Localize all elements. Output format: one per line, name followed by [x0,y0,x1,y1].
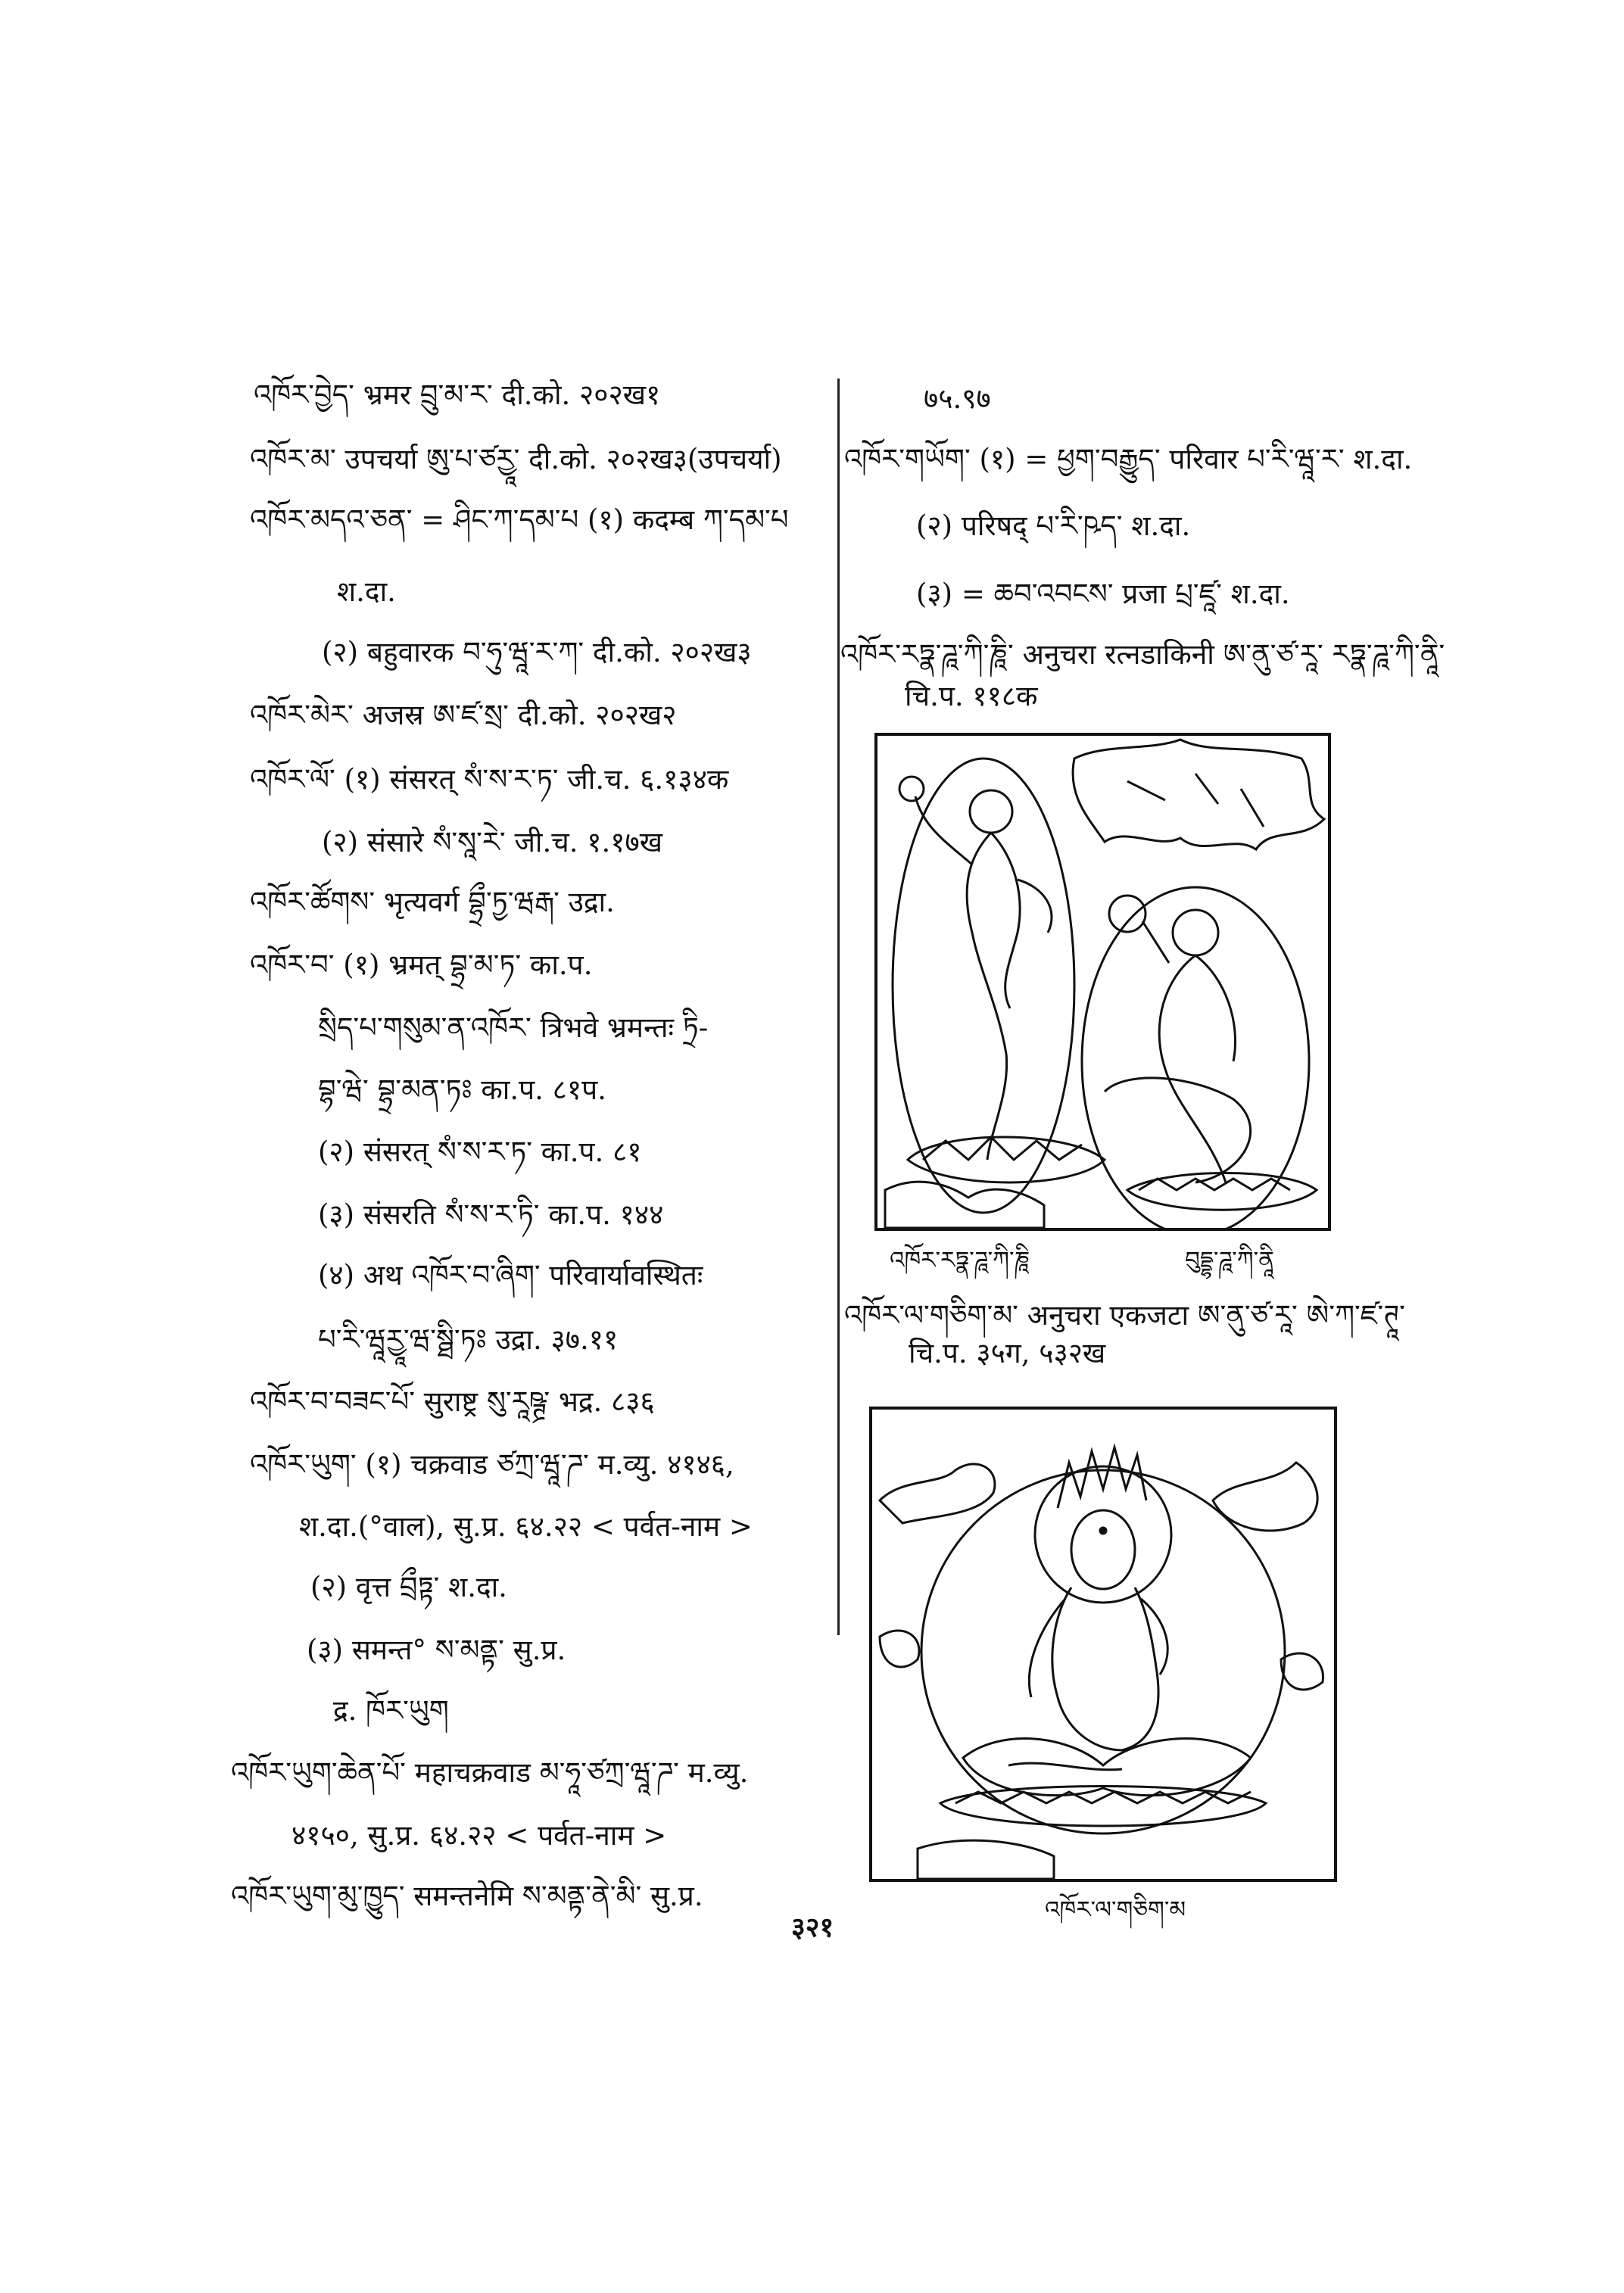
figure-caption: འཁོར་རཏྣ་ཌཱ་ཀི་ཎཱི [890,1247,1030,1274]
entry-line: (३) = ཆབ་འབངས་ प्रजा པྲ་ཛཱ་ श.दा. [916,578,1290,610]
entry-line: श.दा. [337,575,396,608]
entry-line: चि.प. ११८क [905,680,1038,712]
entry-line: པ་རི་ཝཱརྱཱ་ཝ་སྠི་ཏཿ उद्रा. ३७.११ [318,1323,619,1356]
entry-line: འཁོར་བྱེད་ भ्रमर བྲུ་མ་ར་ दी.को. २०२ख१ [254,379,661,411]
entry-line: འཁོར་ལོ་ (१) संसरत् སཾ་ས་ར་ཏ་ जी.च. ६.१३४क [250,763,729,796]
entry-line: འཁོར་ཡུག་ཆེན་པོ་ महाचक्रवाड མ་ཧཱ་ཙཀྲ་ཝཱ་ཌ་ म.व्यु. [231,1756,749,1789]
entry-line: འཁོར་ཡུག་ (१) चक्रवाड ཙཀྲ་ཝཱ་ཌ་ म.व्यु. ४१४६, [250,1448,734,1481]
entry-line: འཁོར་མ་ उपचर्या ཨུ་པ་ཙརྱཱ་ दी.को. २०२ख३(उपचर्या) [250,443,782,475]
entry-line: བྷ་ཝེ་ བྷྲ་མན་ཏཿ का.प. ८१प. [318,1073,606,1106]
entry-line: श.दा.(°वाल), सु.प्र. ६४.२२ < पर्वत-नाम > [299,1510,753,1543]
deity-illustration-single [869,1407,1337,1882]
entry-line: (३) समन्त° ས་མནྟ་ सु.प्र. [307,1634,566,1666]
entry-line: ७५.९७ [924,382,991,415]
entry-line: འཁོར་བ་བཟང་པོ་ सुराष्ट्र སུ་རཱཥྚྲ་ भद्र. ८३६ [250,1385,655,1418]
entry-line: འཁོར་གཡོག་ (१) = ཕྱག་བརྒྱུད་ परिवार པ་རི་ཝཱ་ར་ श.दा. [844,443,1413,475]
entry-line: (२) संसारे སཾ་སཱ་རེ་ जी.च. १.१७ख [322,826,663,858]
entry-line: (२) वृत्त བྲྀཏྟ་ श.दा. [310,1571,507,1603]
entry-line: (२) बहुवारक བ་ཧུ་ཝཱ་ར་ཀ་ दी.को. २०२ख३ [322,636,752,668]
entry-line: चि.प. ३५ग, ५३२ख [909,1337,1106,1369]
entry-line: འཁོར་བ་ (१) भ्रमत् བྷྲ་མ་ཏ་ का.प. [250,949,593,981]
entry-line: འཁོར་ལ་གཅིག་མ་ अनुचरा एकजटा ཨ་ནུ་ཙ་རཱ་ ཨེ་ཀ་ཛ་ཊཱ་ [844,1299,1405,1332]
entry-line: द्र. ཁོར་ཡུག [333,1694,449,1727]
entry-line: སྲིད་པ་གསུམ་ན་འཁོར་ त्रिभवे भ्रमन्तः ཏྲི- [318,1011,709,1044]
entry-line: (२) संसरत् སཾ་ས་ར་ཏ་ का.प. ८१ [318,1136,642,1168]
page-number: ३२१ [791,1911,834,1943]
entry-line: ४१५०, सु.प्र. ६४.२२ < पर्वत-नाम > [291,1819,667,1852]
entry-line: (२) परिषद् པ་རི་ཥད་ श.दा. [916,509,1191,542]
entry-line: འཁོར་རཏྣ་ཌཱ་ཀི་ཎཱི་ अनुचरा रत्नडाकिनी ཨ་ནུ་ཙ་རཱ་ རཏྣ་ཌཱ་ཀི་ནཱི་ [840,638,1445,671]
entry-line: འཁོར་མདའ་ཅན་ = ཤིང་ཀ་དམ་པ (१) कदम्ब ཀ་དམ་པ [250,503,789,536]
entry-line: འཁོར་ཚོགས་ भृत्यवर्ग བྷྲྀ་ཏྱ་ཝརྒ་ उद्रा. [250,886,615,918]
entry-line: འཁོར་ཡུག་མུ་ཁྱུད་ समन्तनेमि ས་མནྟ་ནེ་མི་ सु.प्र. [231,1880,703,1912]
column-divider [837,379,840,1635]
entry-line: (३) संसरति སཾ་ས་ར་ཏི་ का.प. १४४ [318,1198,664,1231]
entry-line: འཁོར་མེར་ अजस्र ཨ་ཛ་སྲ་ दी.को. २०२ख२ [250,699,677,731]
figure-caption: བུདྡྷ་ཌཱ་ཀི་ནཱི [1185,1247,1274,1274]
entry-line: (४) अथ འཁོར་བ་ཞིག་ परिवार्यावस्थितः [318,1259,703,1291]
figure-caption: འཁོར་ལ་གཅིག་མ [1045,1896,1186,1924]
deity-illustration-pair [874,733,1331,1231]
